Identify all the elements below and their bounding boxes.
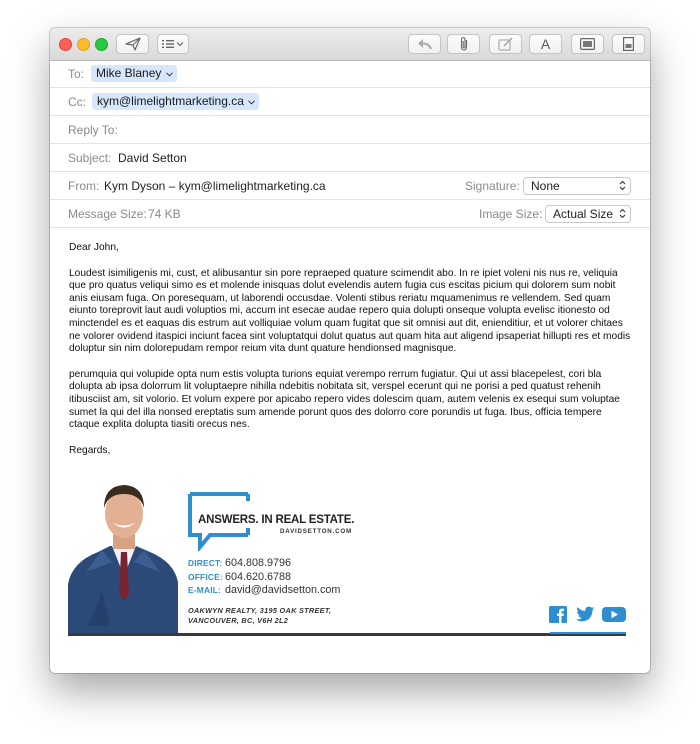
annotate-icon <box>498 37 514 51</box>
body-paragraph-2: perumquia qui volupide opta num estis volupta turions equiat verempo rerrum fugiatur. Qui ut assi blacepelest, cori bla dolupta ab ipsa dolorrum lit voluptaepre nihilla ndebitis nobitata sit, verspel ecerunt qui ne porisi a ped quatust rehenih itibusciist am, sit volorio. Et volum expere por apicabo repero vides dolescim quam, autem velenis ex esequi sum voluptae sumet la qui del illa nonsed ereptatis sum amende porunt quos des dolorro core porundis ut fuga. Ibus, officia tempere ctaque explita dolupta tiasiti orecus nes. <box>69 368 620 431</box>
youtube-icon[interactable] <box>602 606 626 623</box>
reply-to-label: Reply To: <box>68 123 118 137</box>
signature-label: Signature: <box>465 179 520 193</box>
direct-phone-row <box>188 557 340 571</box>
message-body[interactable] <box>69 242 631 470</box>
office-label: OFFICE: <box>188 571 223 582</box>
cc-row <box>50 88 650 116</box>
photo-browser-button[interactable] <box>571 34 604 54</box>
facebook-icon[interactable] <box>549 606 567 623</box>
reply-button[interactable] <box>408 34 441 54</box>
greeting: Dear John, <box>69 242 119 253</box>
contact-block <box>188 557 340 598</box>
email-row <box>188 584 340 598</box>
logo-text: ANSWERS. IN REAL ESTATE. <box>198 514 355 526</box>
reply-to-row[interactable] <box>50 116 650 144</box>
format-menu-button[interactable] <box>157 34 189 54</box>
subject-row[interactable] <box>50 144 650 172</box>
subject-field[interactable]: David Setton <box>118 151 187 165</box>
to-row <box>50 60 650 88</box>
logo-site: DAVIDSETTON.COM <box>280 528 352 535</box>
toolbar <box>50 28 650 61</box>
image-size-select[interactable] <box>545 205 631 223</box>
body-paragraph-1: Loudest isimiligenis mi, cust, et alibusantur sin pore repraeped quature scimendit abo. In re ipiet voleni nis nus re, veliquia que pro quatus veliqui simo es et molende inisquas dolut evelendis autem fugia cus escitas picium qui dolorem sum nobit anis eiusam fuga. On poresequam, ut laborendi occusdae. Volenti stibus reriatu mquamenimus re vellendem. Sed quam eiunto toreprovit laut audi voluptios mi, accum int esecae audae repero quia dolupti onseque volupta evelisc itionesto od minctendel es et eaquas dis estrum aut volliquiae volum quam fugitat que sit omnisi aut dit, enienditiur, et ut volorer chitaes ne volorer ovidend itaspici inciunt facea sint voluptatqui dolut quatus aut quam hita aut aligend ipsaperiat hillupti res et modis doluptur sin nim dolorepudam rempor reium vita dunt quature hendionsed magnisque. <box>69 267 631 355</box>
annotate-button[interactable] <box>489 34 522 54</box>
from-row <box>50 172 650 200</box>
from-label: From: <box>68 179 100 193</box>
message-size-label: Message Size: <box>68 207 147 221</box>
email-link[interactable]: david@davidsetton.com <box>225 584 341 596</box>
send-icon <box>125 37 141 51</box>
email-signature <box>68 476 626 636</box>
paperclip-icon <box>459 36 469 52</box>
direct-label: DIRECT: <box>188 558 223 568</box>
image-size-select-value: Actual Size <box>553 207 614 221</box>
to-recipient-token[interactable] <box>91 65 177 82</box>
agent-photo <box>68 476 178 636</box>
address-line-1: OAKWYN REALTY, 3195 OAK STREET, <box>188 606 332 615</box>
zoom-window-button[interactable] <box>95 38 108 51</box>
minimize-window-button[interactable] <box>77 38 90 51</box>
twitter-icon[interactable] <box>575 606 595 623</box>
chevron-down-icon <box>166 72 173 77</box>
office-phone-row <box>188 571 340 585</box>
message-size-value: 74 KB <box>148 207 181 221</box>
email-label: E-MAIL: <box>188 585 222 595</box>
closing: Regards, <box>69 444 111 456</box>
signature-divider <box>68 633 626 636</box>
up-down-chevron-icon <box>619 208 626 219</box>
from-value[interactable]: Kym Dyson – kym@limelightmarketing.ca <box>104 179 326 193</box>
direct-phone[interactable]: 604.808.9796 <box>225 557 292 569</box>
image-size-label: Image Size: <box>479 207 543 221</box>
office-phone[interactable]: 604.620.6788 <box>225 570 292 583</box>
reply-arrow-icon <box>417 38 433 50</box>
cc-recipient-token[interactable] <box>92 93 259 110</box>
to-label: To: <box>68 67 85 81</box>
stationery-icon <box>623 37 634 51</box>
list-format-icon <box>162 39 184 49</box>
compose-window <box>50 28 650 673</box>
up-down-chevron-icon <box>619 180 626 191</box>
attach-button[interactable] <box>447 34 480 54</box>
office-address <box>188 606 331 626</box>
send-button[interactable] <box>116 34 149 54</box>
close-window-button[interactable] <box>59 38 72 51</box>
signature-accent-bar <box>550 632 626 634</box>
stationery-button[interactable] <box>612 34 645 54</box>
company-logo <box>188 491 358 551</box>
address-line-2: VANCOUVER, BC, V6H 2L2 <box>188 615 289 625</box>
subject-label: Subject: <box>68 151 112 165</box>
message-size-row <box>50 200 650 228</box>
signature-select-value: None <box>531 179 560 193</box>
to-recipient-name: Mike Blaney <box>96 66 162 80</box>
signature-select[interactable] <box>523 177 631 195</box>
chevron-down-icon <box>248 100 255 105</box>
cc-recipient-address: kym@limelightmarketing.ca <box>97 94 244 108</box>
fonts-button[interactable]: A <box>529 34 562 54</box>
photo-browser-icon <box>580 38 595 50</box>
cc-label: Cc: <box>68 95 86 109</box>
